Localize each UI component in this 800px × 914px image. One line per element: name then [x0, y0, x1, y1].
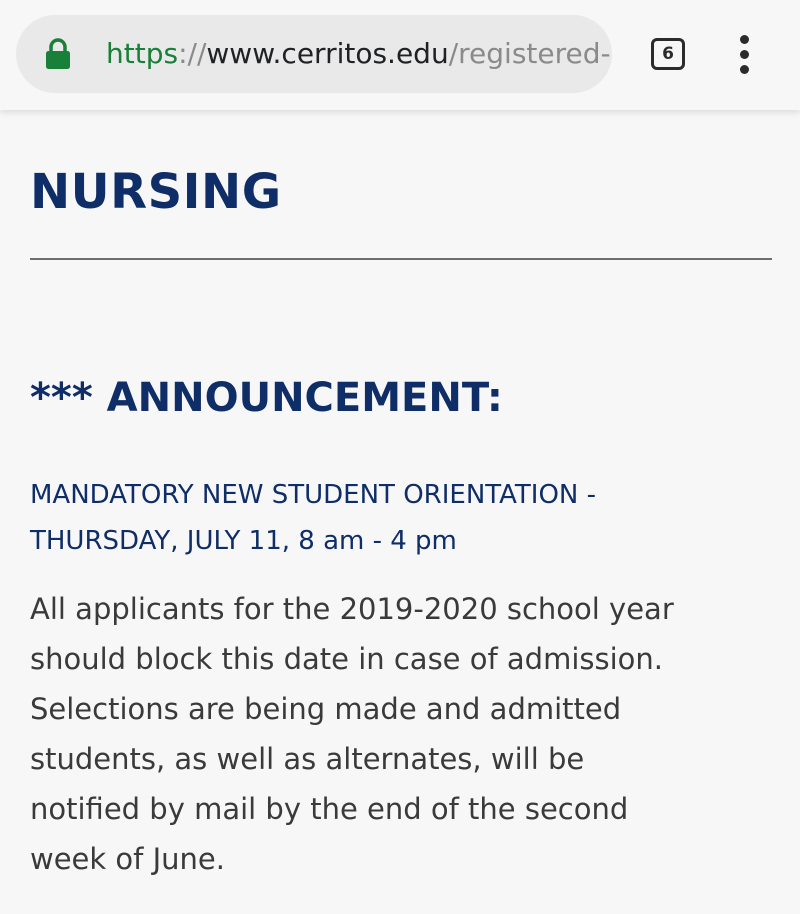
- announcement-heading: *** ANNOUNCEMENT:: [30, 375, 503, 421]
- body-line: Selections are being made and admitted: [30, 692, 622, 726]
- subheading-line: THURSDAY, JULY 11, 8 am - 4 pm: [30, 526, 457, 556]
- page-title: NURSING: [30, 164, 282, 220]
- orientation-subheading: [30, 472, 770, 564]
- url-scheme: https: [106, 37, 179, 70]
- menu-dot: [740, 50, 749, 59]
- address-bar[interactable]: [16, 15, 612, 93]
- url-host: www.cerritos.edu: [206, 37, 449, 70]
- url-path: /registered-: [448, 37, 611, 70]
- menu-dot: [740, 65, 749, 74]
- menu-dot: [740, 35, 749, 44]
- body-line: should block this date in case of admission.: [30, 642, 664, 676]
- more-vert-icon[interactable]: [728, 33, 762, 75]
- url-separator: ://: [178, 37, 207, 70]
- body-line: students, as well as alternates, will be: [30, 742, 585, 776]
- tab-switcher-button[interactable]: 6: [651, 38, 685, 70]
- title-divider: [30, 258, 772, 260]
- body-line: week of June.: [30, 842, 225, 876]
- browser-toolbar: [0, 0, 800, 110]
- subheading-line: MANDATORY NEW STUDENT ORIENTATION -: [30, 480, 597, 510]
- url-text[interactable]: [106, 15, 612, 93]
- announcement-body: [30, 584, 770, 884]
- body-line: All applicants for the 2019-2020 school year: [30, 592, 674, 626]
- body-line: notified by mail by the end of the second: [30, 792, 629, 826]
- lock-icon: [44, 38, 72, 70]
